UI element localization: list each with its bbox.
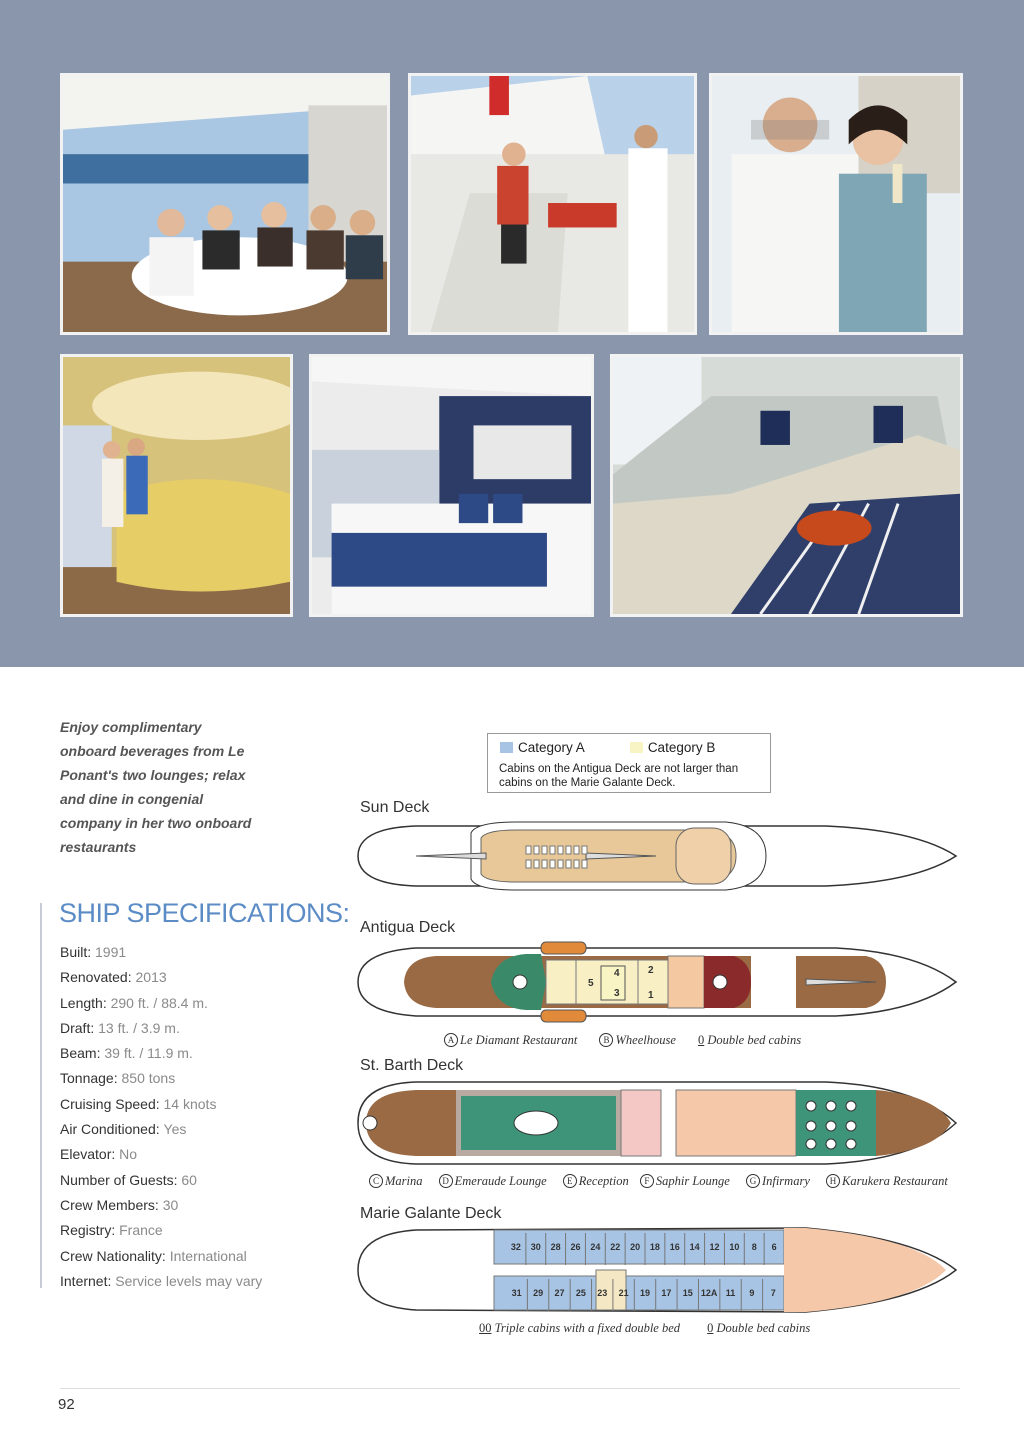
photo-caption: Enjoy complimentary onboard beverages from Le Ponant's two lounges; relax and dine in congenial company in her two onboard restaurants <box>60 719 252 855</box>
cabin-number: 17 <box>661 1288 672 1298</box>
cabin-number: 30 <box>530 1242 541 1252</box>
marie-deck-key: 00 Triple cabins with a fixed double bed 0 Double bed cabins <box>479 1321 811 1335</box>
cabin-number: 27 <box>554 1288 565 1298</box>
cabin-number: 18 <box>649 1242 660 1252</box>
cabin-number: 7 <box>770 1288 776 1298</box>
cabin-number: 14 <box>689 1242 700 1252</box>
spec-row: Elevator: No <box>60 1146 138 1163</box>
legend-note: Cabins on the Antigua Deck are not larger than cabins on the Marie Galante Deck. <box>499 763 739 789</box>
photo-lounge <box>610 354 963 617</box>
photo-deck-dining <box>60 73 390 335</box>
spec-row: Registry: France <box>60 1222 163 1239</box>
spec-row: Built: 1991 <box>60 944 127 960</box>
cabin-number: 29 <box>533 1288 544 1298</box>
stbarth-deck-label: St. Barth Deck <box>360 1057 464 1074</box>
cabin-number: 25 <box>575 1288 586 1298</box>
antigua-deck-label: Antigua Deck <box>360 919 456 936</box>
cabin-5: 5 <box>588 978 594 989</box>
cabin-2: 2 <box>648 965 654 976</box>
photo-bar <box>60 354 293 617</box>
spec-row: Tonnage: 850 tons <box>60 1070 176 1087</box>
cabin-number: 16 <box>669 1242 680 1252</box>
category-b-label: Category B <box>647 740 716 755</box>
cabin-number: 26 <box>570 1242 581 1252</box>
page-number: 92 <box>58 1396 75 1413</box>
cabin-1: 1 <box>648 990 654 1001</box>
category-b-swatch <box>630 742 643 753</box>
spec-divider <box>40 903 42 1288</box>
spec-row: Crew Nationality: International <box>60 1247 247 1264</box>
antigua-deck-key: A Le Diamant Restaurant B Wheelhouse 0 Double bed cabins <box>444 1033 814 1048</box>
photo-cabin <box>309 354 594 617</box>
cabin-number: 8 <box>751 1242 757 1252</box>
cabin-number: 9 <box>749 1288 755 1298</box>
cabin-number: 6 <box>771 1242 777 1252</box>
category-a-label: Category A <box>518 740 585 755</box>
spec-row: Air Conditioned: Yes <box>60 1121 187 1138</box>
antigua-deck-plan <box>356 938 958 1026</box>
cabin-number: 15 <box>682 1288 693 1298</box>
spec-title: SHIP SPECIFICATIONS: <box>59 898 350 928</box>
cabin-4: 4 <box>614 968 620 979</box>
cabin-number: 10 <box>729 1242 740 1252</box>
spec-row: Renovated: 2013 <box>60 969 167 986</box>
cabin-number: 20 <box>630 1242 641 1252</box>
legend-row <box>500 740 715 755</box>
sun-deck-label: Sun Deck <box>360 799 430 816</box>
spec-row: Draft: 13 ft. / 3.9 m. <box>60 1019 180 1036</box>
cabin-number: 22 <box>610 1242 621 1252</box>
cabin-number: 12 <box>709 1242 720 1252</box>
cabin-number: 12A <box>700 1288 718 1298</box>
category-legend <box>487 733 771 793</box>
sun-deck-plan <box>356 818 958 894</box>
marie-deck-label: Marie Galante Deck <box>360 1205 502 1222</box>
photo-couple-toast <box>709 73 963 335</box>
spec-row: Cruising Speed: 14 knots <box>60 1095 217 1112</box>
spec-row: Internet: Service levels may vary <box>60 1272 263 1289</box>
cabin-number: 11 <box>725 1288 736 1298</box>
cabin-number: 32 <box>510 1242 521 1252</box>
spec-list <box>60 940 262 1294</box>
cabin-number: 21 <box>618 1288 629 1298</box>
stbarth-deck-key: C Marina D Emeraude Lounge E Reception F Saphir Lounge G Infirmary H Karukera Restaurant <box>369 1174 948 1189</box>
photo-boarding-deck <box>408 73 697 335</box>
marie-deck-plan <box>356 1224 958 1316</box>
spec-row: Length: 290 ft. / 88.4 m. <box>60 994 208 1011</box>
spec-row: Beam: 39 ft. / 11.9 m. <box>60 1045 193 1062</box>
cabin-number: 31 <box>511 1288 522 1298</box>
cabin-number: 24 <box>590 1242 601 1252</box>
cabin-number: 28 <box>550 1242 561 1252</box>
spec-row: Number of Guests: 60 <box>60 1171 197 1188</box>
stbarth-deck-plan <box>356 1076 958 1170</box>
cabin-number: 19 <box>639 1288 651 1298</box>
category-a-swatch <box>500 742 513 753</box>
footer-divider <box>60 1388 960 1389</box>
cabin-3: 3 <box>614 988 620 999</box>
cabin-number: 23 <box>597 1288 608 1298</box>
spec-row: Crew Members: 30 <box>60 1196 179 1213</box>
